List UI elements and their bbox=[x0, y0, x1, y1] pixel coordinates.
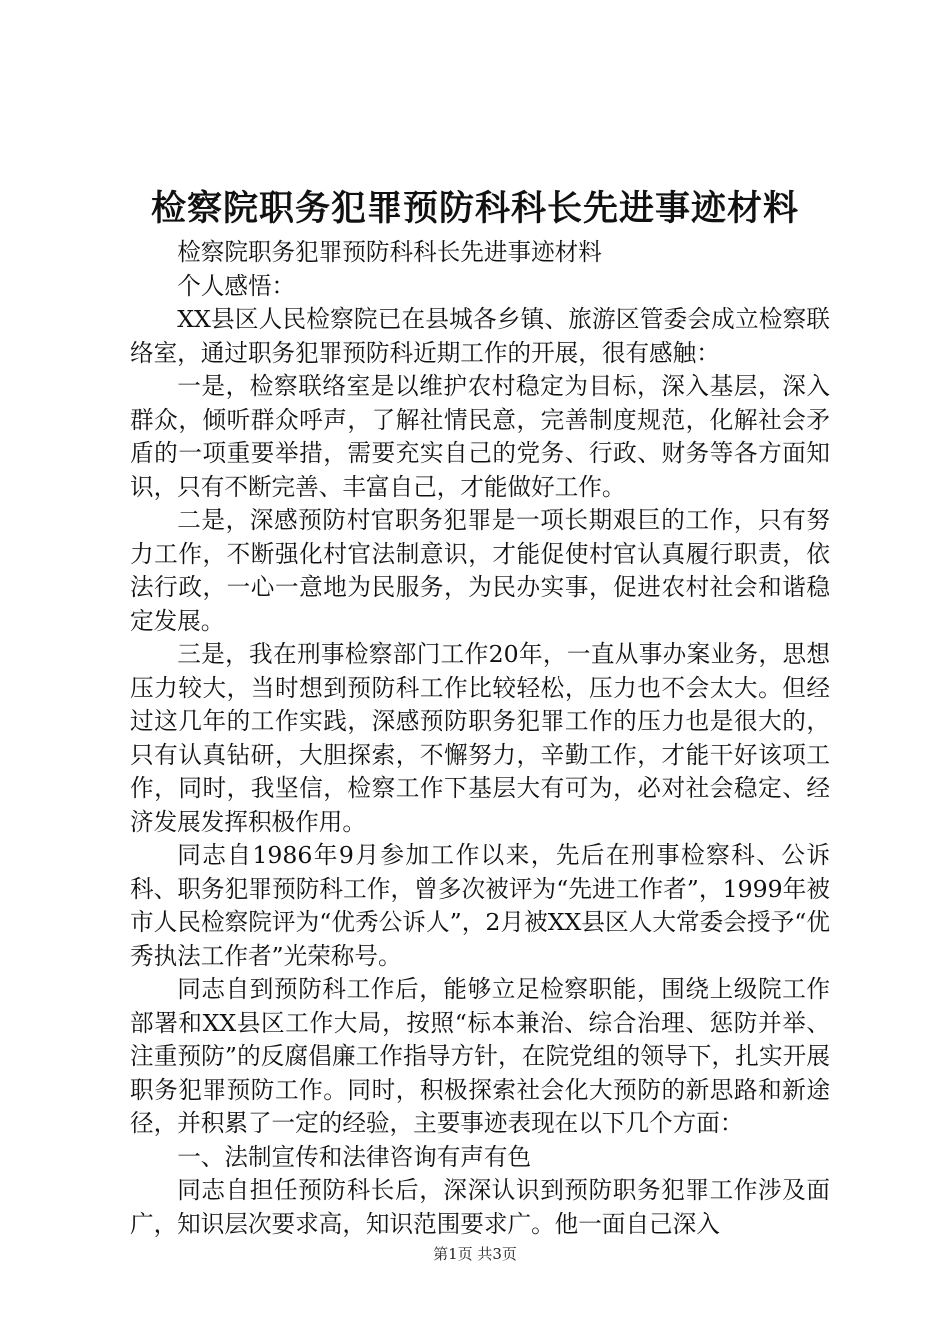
paragraph: 检察院职务犯罪预防科科长先进事迹材料 bbox=[177, 238, 602, 266]
page-number-footer: 第1页 共3页 bbox=[433, 1245, 517, 1263]
paragraph: 个人感悟： bbox=[177, 271, 296, 300]
paragraph: XX县区人民检察院已在县城各乡镇、旅游区管委会成立检察联络室，通过职务犯罪预防科近期工作的开展，很有感触： bbox=[130, 305, 830, 367]
paragraph: 同志自到预防科工作后，能够立足检察职能，围绕上级院工作部署和XX县区工作大局，按照“标本兼治、综合治理、惩防并举、注重预防”的反腐倡廉工作指导方针，在院党组的领导下，扎实开展职务犯罪预防工作。同时，积极探索社会化大预防的新思路和新途径，并积累了一定的经验，主要事迹表现在以下几个方面： bbox=[130, 975, 830, 1137]
paragraph: 二是，深感预防村官职务犯罪是一项长期艰巨的工作，只有努力工作，不断强化村官法制意识，才能促使村官认真履行职责，依法行政，一心一意地为民服务，为民办实事，促进农村社会和谐稳定发展。 bbox=[130, 506, 830, 635]
paragraph: 一是，检察联络室是以维护农村稳定为目标，深入基层，深入群众，倾听群众呼声，了解社情民意，完善制度规范，化解社会矛盾的一项重要举措，需要充实自己的党务、行政、财务等各方面知识，只有不断完善、丰富自己，才能做好工作。 bbox=[130, 372, 830, 501]
paragraph: 同志自担任预防科长后，深深认识到预防职务犯罪工作涉及面广，知识层次要求高，知识范围要求广。他一面自己深入 bbox=[130, 1176, 830, 1238]
document-title: 检察院职务犯罪预防科科长先进事迹材料 bbox=[150, 188, 799, 229]
paragraph: 三是，我在刑事检察部门工作20年，一直从事办案业务，思想压力较大，当时想到预防科工作比较轻松，压力也不会太大。但经过这几年的工作实践，深感预防职务犯罪工作的压力也是很大的，只有认真钻研，大胆探索，不懈努力，辛勤工作，才能干好该项工作，同时，我坚信，检察工作下基层大有可为，必对社会稳定、经济发展发挥积极作用。 bbox=[130, 640, 830, 836]
document-body bbox=[130, 236, 830, 1241]
paragraph: 同志自1986年9月参加工作以来，先后在刑事检察科、公诉科、职务犯罪预防科工作，曾多次被评为“先进工作者”，1999年被市人民检察院评为“优秀公诉人”，2月被XX县区人大常委会授予“优秀执法工作者”光荣称号。 bbox=[130, 841, 830, 970]
section-heading: 一、法制宣传和法律咨询有声有色 bbox=[177, 1142, 532, 1171]
